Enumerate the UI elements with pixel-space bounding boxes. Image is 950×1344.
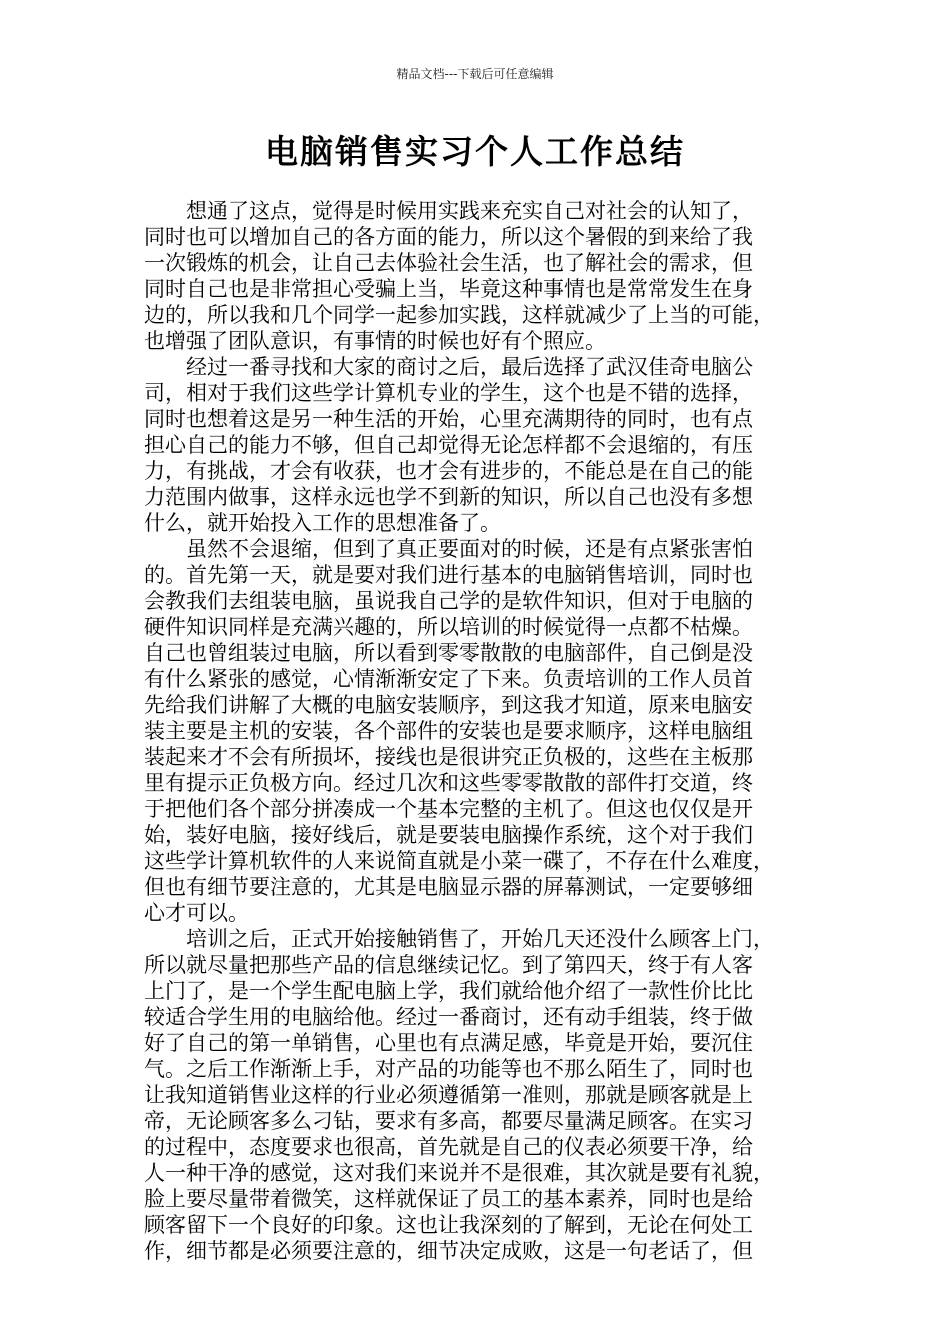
paragraph: 想通了这点，觉得是时候用实践来充实自己对社会的认知了， 同时也可以增加自己的各方面的能力，所以这个暑假的到来给了我 一次锻炼的机会，让自己去体验社会生活，也了解社会的需求，但 同时自己也是非常担心受骗上当，毕竟这种事情也是常常发生在身 边的，所以我和几个同学一起参加实践，这样就减少了上当的可能， 也增强了团队意识，有事情的时候也好有个照应。 <box>144 199 774 353</box>
paragraph: 培训之后，正式开始接触销售了，开始几天还没什么顾客上门， 所以就尽量把那些产品的信息继续记忆。到了第四天，终于有人客 上门了，是一个学生配电脑上学，我们就给他介绍了一款性价比比 较适合学生用的电脑给他。经过一番商讨，还有动手组装，终于做 好了自己的第一单销售，心里也有点满足感，毕竟是开始，要沉住 气。之后工作渐渐上手，对产品的功能等也不那么陌生了，同时也 让我知道销售业这样的行业必须遵循第一准则，那就是顾客就是上 帝，无论顾客多么刁钻，要求有多高，都要尽量满足顾客。在实习 的过程中，态度要求也很高，首先就是自己的仪表必须要干净，给 人一种干净的感觉，这对我们来说并不是很难，其次就是要有礼貌， 脸上要尽量带着微笑，这样就保证了员工的基本素养，同时也是给 顾客留下一个良好的印象。这也让我深刻的了解到，无论在何处工 作，细节都是必须要注意的，细节决定成败，这是一句老话了，但 <box>144 927 774 1263</box>
document-body <box>144 198 820 1264</box>
document-title: 电脑销售实习个人工作总结 <box>265 132 685 171</box>
paragraph: 经过一番寻找和大家的商讨之后，最后选择了武汉佳奇电脑公 司，相对于我们这些学计算机专业的学生，这个也是不错的选择， 同时也想着这是另一种生活的开始，心里充满期待的同时，也有点 担心自己的能力不够，但自己却觉得无论怎样都不会退缩的，有压 力，有挑战，才会有收获，也才会有进步的，不能总是在自己的能 力范围内做事，这样永远也学不到新的知识，所以自己也没有多想 什么，就开始投入工作的思想准备了。 <box>144 355 753 535</box>
page-header: 精品文档---下载后可任意编辑 <box>396 67 554 81</box>
paragraph: 虽然不会退缩，但到了真正要面对的时候，还是有点紧张害怕 的。首先第一天，就是要对我们进行基本的电脑销售培训，同时也 会教我们去组装电脑，虽说我自己学的是软件知识，但对于电脑的 硬件知识同样是充满兴趣的，所以培训的时候觉得一点都不枯燥。 自己也曾组装过电脑，所以看到零零散散的电脑部件，自己倒是没 有什么紧张的感觉，心情渐渐安定了下来。负责培训的工作人员首 先给我们讲解了大概的电脑安装顺序，到这我才知道，原来电脑安 装主要是主机的安装，各个部件的安装也是要求顺序，这样电脑组 装起来才不会有所损坏，接线也是很讲究正负极的，这些在主板那 里有提示正负极方向。经过几次和这些零零散散的部件打交道，终 于把他们各个部分拼凑成一个基本完整的主机了。但这也仅仅是开 始，装好电脑，接好线后，就是要装电脑操作系统，这个对于我们 这些学计算机软件的人来说简直就是小菜一碟了，不存在什么难度， 但也有细节要注意的，尤其是电脑显示器的屏幕测试，一定要够细 心才可以。 <box>144 537 774 925</box>
